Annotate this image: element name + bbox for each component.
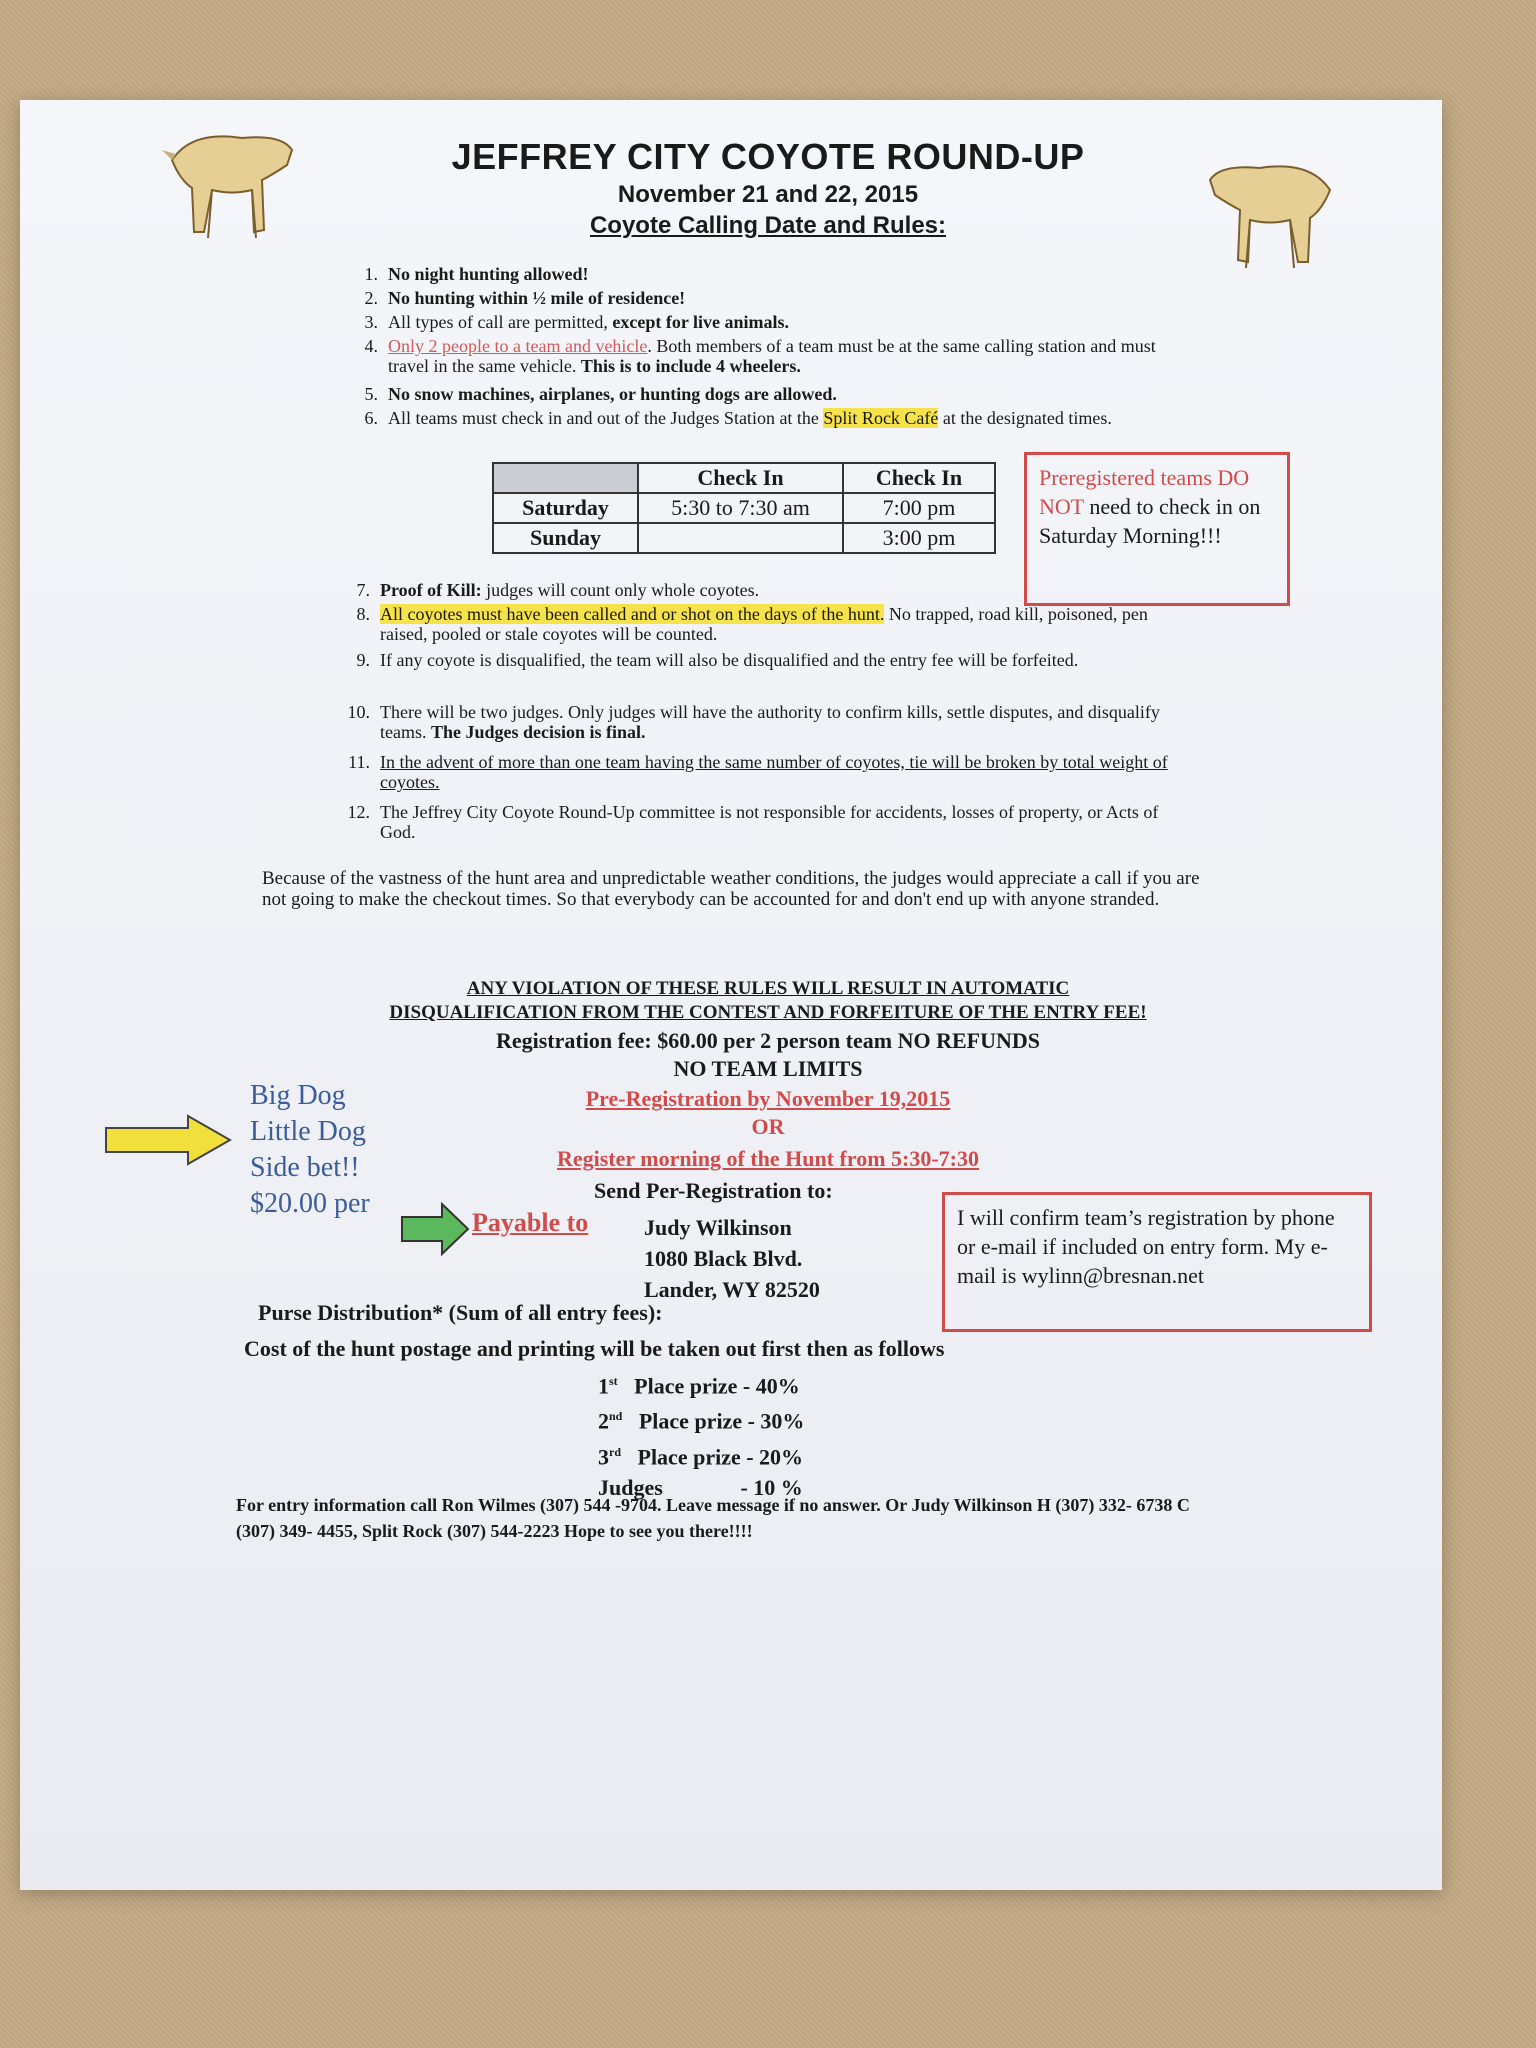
page-title: JEFFREY CITY COYOTE ROUND-UP <box>451 136 1085 177</box>
table-row <box>493 523 995 553</box>
table-row <box>493 463 995 493</box>
rule-text-highlight: Split Rock Café <box>823 408 939 428</box>
prize-suffix: st <box>609 1374 618 1388</box>
rule-number: 11. <box>348 752 370 772</box>
prize-list <box>598 1366 804 1503</box>
side-bet-line: Big Dog <box>250 1080 346 1111</box>
judges-label: Judges <box>598 1474 663 1500</box>
prize-place: 2 <box>598 1408 609 1434</box>
rule-text-plain: No trapped, road kill, poisoned, pen raised, pooled or stale coyotes will be counted. <box>380 604 1148 644</box>
table-cell <box>638 523 843 553</box>
address-line: Judy Wilkinson <box>644 1215 792 1240</box>
violation-line-1: ANY VIOLATION OF THESE RULES WILL RESULT IN AUTOMATIC <box>466 978 1070 999</box>
rule-text <box>380 580 1180 600</box>
table-header <box>493 463 638 493</box>
rule-text-plain: There will be two judges. Only judges will have the authority to confirm kills, settle disputes, and disqualify teams. <box>380 702 1160 742</box>
rule-text <box>388 312 1188 332</box>
rule-text: In the advent of more than one team having the same number of coyotes, tie will be broken by total weight of coyotes. <box>380 752 1168 792</box>
prize-suffix: rd <box>609 1444 621 1459</box>
prize-row <box>598 1437 804 1472</box>
table-row <box>493 493 995 523</box>
payable-to-label: Payable to <box>472 1208 589 1237</box>
table-header: Check In <box>843 463 995 493</box>
green-arrow-icon <box>400 1202 470 1256</box>
rule-text: No snow machines, airplanes, or hunting dogs are allowed. <box>388 384 837 404</box>
side-bet-line: Little Dog <box>250 1116 366 1147</box>
prize-label: Place prize - 30% <box>638 1408 805 1434</box>
table-header: Check In <box>638 463 843 493</box>
mailing-address <box>644 1212 820 1305</box>
rule-text: The Jeffrey City Coyote Round-Up committee is not responsible for accidents, losses of property, or Acts of God. <box>380 802 1159 842</box>
rule-text-highlight: All coyotes must have been called and or shot on the days of the hunt. <box>380 604 885 624</box>
prize-row <box>598 1366 804 1401</box>
prize-place: 1 <box>598 1373 609 1399</box>
rules-heading: Coyote Calling Date and Rules: <box>589 212 947 239</box>
rule-text <box>388 336 1188 376</box>
rule-number: 10. <box>347 702 370 722</box>
table-cell: 5:30 to 7:30 am <box>638 493 843 523</box>
register-morning: Register morning of the Hunt from 5:30-7:30 <box>556 1146 980 1171</box>
registration-fee: Registration fee: $60.00 per 2 person team NO REFUNDS <box>495 1028 1041 1053</box>
rule-text: No night hunting allowed! <box>388 264 589 284</box>
rule-text-plain: All types of call are permitted, <box>388 312 613 332</box>
side-bet-line: Side bet!! <box>250 1152 360 1183</box>
side-bet-line: $20.00 per <box>250 1188 370 1219</box>
address-line: Lander, WY 82520 <box>644 1277 820 1302</box>
event-dates: November 21 and 22, 2015 <box>617 181 919 208</box>
rule-number: 2. <box>364 288 378 308</box>
yellow-arrow-icon <box>104 1114 232 1166</box>
judges-value: - 10 % <box>740 1474 803 1500</box>
send-to-label: Send Per-Registration to: <box>594 1178 833 1203</box>
purse-heading: Purse Distribution* (Sum of all entry fees): <box>258 1300 663 1325</box>
pre-registration: Pre-Registration by November 19,2015 <box>585 1086 951 1111</box>
rule-text-plain: judges will count only whole coyotes. <box>481 580 760 600</box>
prize-row <box>598 1401 804 1436</box>
note-red-text: Preregistered teams DO NOT <box>1039 465 1250 519</box>
purse-cost: Cost of the hunt postage and printing will be taken out first then as follows <box>244 1336 945 1361</box>
rule-text-bold: Proof of Kill: <box>380 580 482 600</box>
or-text: OR <box>751 1114 785 1139</box>
rule-number: 4. <box>364 336 378 356</box>
note-text: need to check in on Saturday Morning!!! <box>1039 494 1261 548</box>
table-cell: Saturday <box>493 493 638 523</box>
rule-text <box>388 408 1188 428</box>
table-cell: Sunday <box>493 523 638 553</box>
rule-text: No hunting within ½ mile of residence! <box>388 288 686 308</box>
rule-text-bold: This is to include 4 wheelers. <box>580 356 801 376</box>
no-team-limits: NO TEAM LIMITS <box>673 1056 863 1081</box>
table-cell: 3:00 pm <box>843 523 995 553</box>
rule-number: 9. <box>356 650 370 670</box>
prize-label: Place prize - 20% <box>637 1443 804 1469</box>
checkin-table <box>492 462 996 554</box>
side-bet-list <box>250 1078 370 1222</box>
address-line: 1080 Black Blvd. <box>644 1246 803 1271</box>
rule-number: 1. <box>364 264 378 284</box>
rule-text-plain: at the designated times. <box>938 408 1112 428</box>
rule-text-red: Only 2 people to a team and vehicle <box>388 336 648 356</box>
rule-number: 7. <box>356 580 370 600</box>
table-cell: 7:00 pm <box>843 493 995 523</box>
rule-text-bold: except for live animals. <box>612 312 790 332</box>
confirm-note: I will confirm team’s registration by phone or e-mail if included on entry form. My e-mail is wylinn@bresnan.net <box>942 1192 1372 1332</box>
vastness-paragraph: Because of the vastness of the hunt area and unpredictable weather conditions, the judges would appreciate a call if you are not going to make the checkout times. So that everybody can be accounted for and don't end up with anyone stranded. <box>262 868 1200 910</box>
rule-text <box>380 604 1180 644</box>
rule-text <box>380 702 1180 742</box>
rule-text-bold: The Judges decision is final. <box>431 722 646 742</box>
rule-number: 6. <box>364 408 378 428</box>
rule-text-plain: All teams must check in and out of the Judges Station at the <box>388 408 824 428</box>
rule-text-plain: . Both members of a team must be at the same calling station and must travel in the same vehicle. <box>388 336 1156 376</box>
rule-number: 3. <box>364 312 378 332</box>
violation-line-2: DISQUALIFICATION FROM THE CONTEST AND FORFEITURE OF THE ENTRY FEE! <box>389 1002 1147 1023</box>
contact-info: For entry information call Ron Wilmes (307) 544 -9704. Leave message if no answer. Or Judy Wilkinson H (307) 332- 6738 C (307) 349- 4455, Split Rock (307) 544-2223 Hope to see you there!!!! <box>236 1495 1190 1541</box>
rule-number: 5. <box>364 384 378 404</box>
rule-text: If any coyote is disqualified, the team will also be disqualified and the entry fee will be forfeited. <box>380 650 1079 670</box>
rule-number: 8. <box>356 604 370 624</box>
prize-suffix: nd <box>609 1409 623 1424</box>
rule-number: 12. <box>347 802 370 822</box>
prize-place: 3 <box>598 1443 609 1469</box>
prize-label: Place prize - 40% <box>634 1373 800 1399</box>
